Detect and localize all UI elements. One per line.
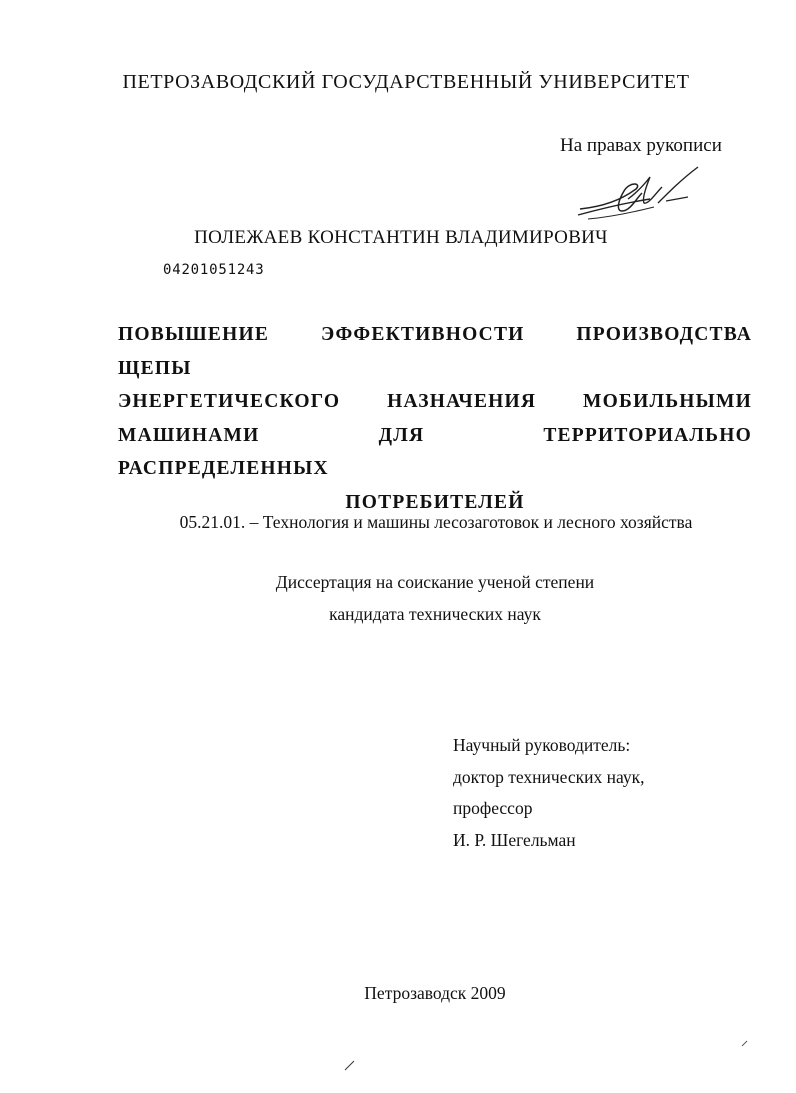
supervisor-name: И. Р. Шегельман — [453, 829, 576, 850]
author-name: ПОЛЕЖАЕВ КОНСТАНТИН ВЛАДИМИРОВИЧ — [194, 227, 608, 248]
pen-mark-icon — [343, 1058, 357, 1072]
title-line: ПОВЫШЕНИЕ ЭФФЕКТИВНОСТИ ПРОИЗВОДСТВА ЩЕПЫ — [118, 324, 752, 379]
city-year: Петрозаводск 2009 — [364, 983, 506, 1003]
dissertation-statement: Диссертация на соискание ученой степени — [275, 572, 595, 592]
dissertation-title — [118, 318, 752, 519]
title-line: МАШИНАМИ ДЛЯ ТЕРРИТОРИАЛЬНО РАСПРЕДЕЛЕННЫХ — [118, 424, 752, 479]
handwritten-signature-icon — [570, 163, 710, 225]
supervisor-block — [453, 730, 645, 856]
pen-mark-icon — [740, 1038, 750, 1048]
title-line: ПОТРЕБИТЕЛЕЙ — [345, 491, 525, 513]
specialty-code: 05.21.01. – Технология и машины лесозаготовок и лесного хозяйства — [179, 512, 693, 532]
degree-name: кандидата технических наук — [329, 604, 541, 624]
title-line: ЭНЕРГЕТИЧЕСКОГО НАЗНАЧЕНИЯ МОБИЛЬНЫМИ — [118, 391, 752, 412]
supervisor-label: Научный руководитель: — [453, 735, 631, 755]
university-name: ПЕТРОЗАВОДСКИЙ ГОСУДАРСТВЕННЫЙ УНИВЕРСИТЕТ — [122, 71, 690, 93]
library-code: 04201051243 — [163, 262, 265, 278]
supervisor-degree: доктор технических наук, — [453, 766, 645, 787]
manuscript-rights-note: На правах рукописи — [560, 135, 722, 156]
supervisor-rank: профессор — [453, 798, 533, 818]
